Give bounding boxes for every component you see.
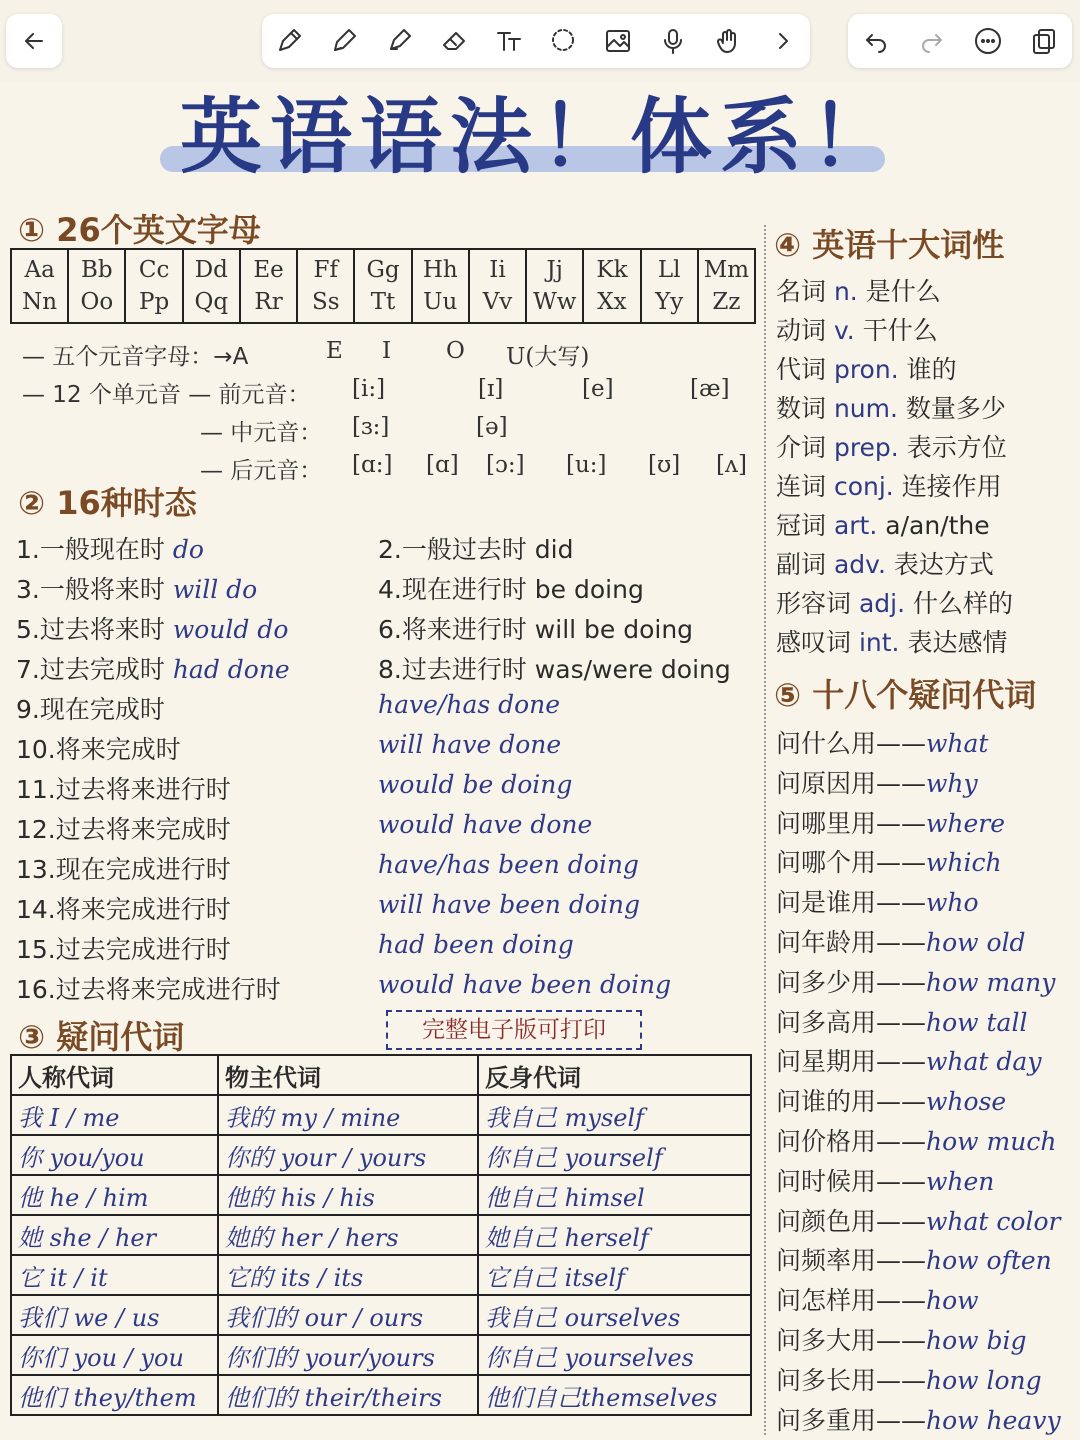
table-row bbox=[11, 1215, 751, 1255]
table-row bbox=[11, 1175, 751, 1215]
question-word: which bbox=[926, 848, 1002, 878]
tense-right: have/has been doing bbox=[378, 850, 639, 879]
tense-name: 5.过去将来时 bbox=[16, 615, 173, 644]
pos-cn: 动词 bbox=[776, 316, 834, 345]
front-vowel-3: [e] bbox=[582, 376, 614, 402]
header-personal: 人称代词 bbox=[11, 1055, 218, 1095]
tense-right: would have been doing bbox=[378, 970, 672, 999]
tense-name: 16.过去将来完成进行时 bbox=[16, 975, 281, 1004]
pos-item bbox=[776, 272, 941, 308]
pos-cn: 感叹词 bbox=[776, 628, 859, 657]
question-item bbox=[776, 883, 979, 919]
more-icon[interactable] bbox=[971, 24, 1005, 58]
alphabet-letter: Nn bbox=[22, 289, 58, 315]
alphabet-letter: Gg bbox=[366, 257, 400, 283]
back-arrow-icon[interactable] bbox=[17, 24, 51, 58]
tense-form: do bbox=[172, 535, 204, 564]
text-icon[interactable] bbox=[492, 24, 526, 58]
tense-name: 14.将来完成进行时 bbox=[16, 895, 231, 924]
pronoun-cell: 我的 my / mine bbox=[218, 1095, 478, 1135]
pos-cn: 介词 bbox=[776, 433, 834, 462]
question-word: what color bbox=[926, 1206, 1061, 1236]
question-word: what bbox=[926, 729, 989, 758]
alphabet-letter: Ii bbox=[489, 257, 506, 283]
question-item bbox=[776, 1042, 1041, 1078]
question-item bbox=[776, 1202, 1060, 1238]
tense-right: 8.过去进行时 was/were doing bbox=[378, 655, 731, 684]
pronoun-cell: 她的 her / hers bbox=[218, 1215, 478, 1255]
image-icon[interactable] bbox=[601, 24, 635, 58]
question-word: how tall bbox=[926, 1007, 1028, 1037]
question-prompt: 问年龄用—— bbox=[776, 928, 927, 957]
tense-right: will have done bbox=[378, 730, 562, 759]
tense-right: would be doing bbox=[378, 770, 573, 799]
question-word: how big bbox=[926, 1326, 1027, 1355]
pen-icon[interactable] bbox=[272, 24, 306, 58]
pos-abbr: conj. bbox=[833, 472, 894, 501]
question-item bbox=[776, 1321, 1027, 1357]
pronoun-cell: 你 you/you bbox=[11, 1135, 218, 1175]
question-prompt: 问多重用—— bbox=[776, 1405, 927, 1435]
pos-abbr: prep. bbox=[833, 433, 899, 462]
section4-title: ④ 英语十大词性 bbox=[774, 226, 1005, 264]
tense-right: have/has done bbox=[378, 690, 561, 719]
question-word: whose bbox=[926, 1087, 1007, 1117]
alphabet-letter: Uu bbox=[423, 289, 458, 315]
pronoun-cell: 它 it / it bbox=[11, 1255, 218, 1295]
pronoun-cell: 他们自己themselves bbox=[478, 1375, 751, 1415]
front-vowel-1: [i:] bbox=[352, 376, 386, 402]
alphabet-letter: Cc bbox=[138, 257, 170, 283]
tense-left bbox=[16, 970, 281, 1006]
pages-icon[interactable] bbox=[1027, 24, 1061, 58]
tense-form: would do bbox=[172, 615, 289, 644]
table-row bbox=[11, 1255, 751, 1295]
question-prompt: 问星期用—— bbox=[776, 1047, 927, 1077]
vowel-u: U(大写) bbox=[506, 344, 590, 370]
question-item bbox=[776, 1162, 994, 1198]
question-word: how much bbox=[926, 1127, 1057, 1156]
pos-cn: 副词 bbox=[776, 550, 834, 579]
back-vowel-6: [ʌ] bbox=[716, 452, 747, 478]
back-vowels-line bbox=[200, 452, 756, 486]
tense-left bbox=[16, 610, 288, 646]
title-area bbox=[0, 82, 1080, 194]
alphabet-cell bbox=[699, 250, 754, 322]
pos-desc: 谁的 bbox=[898, 355, 957, 384]
question-word: where bbox=[926, 808, 1006, 838]
alphabet-letter: Pp bbox=[138, 289, 170, 315]
alphabet-letter: Yy bbox=[655, 289, 684, 315]
question-prompt: 问怎样用—— bbox=[776, 1286, 927, 1316]
tense-right: 2.一般过去时 did bbox=[378, 535, 574, 564]
pos-desc: 表达方式 bbox=[885, 550, 994, 579]
mid-vowels-line bbox=[200, 414, 740, 448]
alphabet-letter: Ff bbox=[313, 257, 339, 283]
alphabet-cell bbox=[241, 250, 298, 322]
question-word: why bbox=[926, 768, 978, 798]
tense-name: 13.现在完成进行时 bbox=[16, 855, 231, 884]
table-row bbox=[11, 1375, 751, 1415]
question-item bbox=[776, 843, 1002, 879]
question-item bbox=[776, 724, 988, 760]
tense-left bbox=[16, 930, 231, 966]
pronoun-cell: 你们 you / you bbox=[11, 1335, 218, 1375]
section5-title: ⑤ 十八个疑问代词 bbox=[774, 676, 1037, 714]
question-item bbox=[776, 1122, 1056, 1158]
alphabet-cell bbox=[12, 250, 69, 322]
question-prompt: 问多大用—— bbox=[776, 1326, 927, 1355]
toolbar-right-group bbox=[848, 14, 1072, 68]
question-prompt: 问价格用—— bbox=[776, 1127, 927, 1156]
alphabet-letter: Oo bbox=[80, 289, 114, 315]
back-vowel-4: [u:] bbox=[566, 452, 607, 478]
pos-abbr: pron. bbox=[833, 355, 899, 384]
section1-title: ① 26个英文字母 bbox=[18, 211, 261, 249]
question-item bbox=[776, 963, 1055, 999]
pos-desc: 数量多少 bbox=[897, 394, 1006, 423]
alphabet-cell bbox=[470, 250, 527, 322]
alphabet-cell bbox=[413, 250, 470, 322]
alphabet-cell bbox=[584, 250, 641, 322]
column-divider bbox=[764, 225, 766, 1435]
tense-left bbox=[16, 730, 181, 766]
vowel-i: I bbox=[382, 338, 392, 364]
tense-name: 10.将来完成时 bbox=[16, 735, 181, 764]
alphabet-cell bbox=[355, 250, 412, 322]
pronoun-cell: 她 she / her bbox=[11, 1215, 218, 1255]
pos-abbr: art. bbox=[833, 511, 878, 540]
alphabet-letter: Qq bbox=[194, 289, 229, 315]
alphabet-letter: Jj bbox=[546, 257, 563, 283]
alphabet-cell bbox=[69, 250, 126, 322]
table-row bbox=[11, 1095, 751, 1135]
alphabet-letter: Ww bbox=[533, 289, 577, 315]
table-row bbox=[11, 1335, 751, 1375]
lasso-icon[interactable] bbox=[546, 24, 580, 58]
pronoun-cell: 他们 they/them bbox=[11, 1375, 218, 1415]
question-prompt: 问哪里用—— bbox=[776, 808, 927, 838]
back-vowel-3: [ɔ:] bbox=[486, 452, 525, 478]
alphabet-letter: Ss bbox=[312, 289, 340, 315]
table-row bbox=[11, 1295, 751, 1335]
question-prompt: 问哪个用—— bbox=[776, 848, 927, 878]
question-item bbox=[776, 923, 1026, 959]
back-vowels-label: — 后元音： bbox=[200, 458, 323, 484]
tense-name: 3.一般将来时 bbox=[16, 575, 173, 604]
tense-form: had done bbox=[172, 655, 290, 684]
pos-desc: a/an/the bbox=[877, 511, 990, 540]
tense-right: will have been doing bbox=[378, 890, 640, 919]
question-word: how many bbox=[926, 967, 1056, 997]
vowel-e: E bbox=[326, 338, 343, 364]
front-vowel-4: [æ] bbox=[690, 376, 730, 402]
chevron-right-icon[interactable] bbox=[766, 24, 800, 58]
pos-item bbox=[776, 506, 990, 542]
question-prompt: 问颜色用—— bbox=[776, 1206, 927, 1236]
pronoun-cell: 我自己 myself bbox=[478, 1095, 751, 1135]
pronoun-cell: 他自己 himsel bbox=[478, 1175, 751, 1215]
alphabet-letter: Aa bbox=[24, 257, 55, 283]
question-prompt: 问原因用—— bbox=[776, 768, 927, 798]
pos-item bbox=[776, 311, 938, 347]
pronoun-table bbox=[10, 1054, 752, 1416]
alphabet-cell bbox=[642, 250, 699, 322]
alphabet-letter: Dd bbox=[194, 257, 228, 283]
tense-right: 6.将来进行时 will be doing bbox=[378, 615, 694, 644]
pos-item bbox=[776, 350, 957, 386]
question-word: how bbox=[926, 1286, 979, 1316]
alphabet-letter: Tt bbox=[370, 289, 396, 315]
tense-name: 1.一般现在时 bbox=[16, 535, 173, 564]
question-prompt: 问频率用—— bbox=[776, 1246, 927, 1276]
front-vowel-2: [ɪ] bbox=[478, 376, 504, 402]
pronoun-cell: 你的 your / yours bbox=[218, 1135, 478, 1175]
mid-vowels-label: — 中元音： bbox=[200, 420, 323, 446]
toolbar-left-group bbox=[6, 14, 62, 68]
pos-desc: 表达感情 bbox=[899, 628, 1008, 657]
front-vowels-line bbox=[22, 376, 762, 410]
pos-item bbox=[776, 428, 1007, 464]
question-item bbox=[776, 1241, 1052, 1277]
pronoun-cell: 他 he / him bbox=[11, 1175, 218, 1215]
question-item bbox=[776, 1082, 1006, 1118]
tense-right: 4.现在进行时 be doing bbox=[378, 575, 644, 604]
alphabet-cell bbox=[527, 250, 584, 322]
tense-left bbox=[16, 650, 290, 686]
pronoun-cell: 她自己 herself bbox=[478, 1215, 751, 1255]
pronoun-cell: 我们 we / us bbox=[11, 1295, 218, 1335]
pronoun-cell: 他们的 their/theirs bbox=[218, 1375, 478, 1415]
mid-vowel-1: [ɜ:] bbox=[352, 414, 390, 440]
tense-name: 11.过去将来进行时 bbox=[16, 775, 231, 804]
alphabet-letter: Ee bbox=[253, 257, 284, 283]
tense-left bbox=[16, 570, 257, 606]
alphabet-letter: Hh bbox=[422, 257, 458, 283]
section2-title: ② 16种时态 bbox=[18, 484, 197, 522]
question-prompt: 问多少用—— bbox=[776, 967, 927, 997]
alphabet-letter: Vv bbox=[482, 289, 513, 315]
pronoun-cell: 你自己 yourself bbox=[478, 1135, 751, 1175]
pos-abbr: v. bbox=[833, 316, 855, 345]
back-vowel-2: [ɑ] bbox=[426, 452, 459, 478]
alphabet-cell bbox=[298, 250, 355, 322]
question-word: how often bbox=[926, 1246, 1052, 1276]
tense-name: 15.过去完成进行时 bbox=[16, 935, 231, 964]
question-prompt: 问时候用—— bbox=[776, 1166, 927, 1196]
alphabet-letter: Rr bbox=[254, 289, 283, 315]
pos-desc: 什么样的 bbox=[905, 589, 1013, 618]
pos-abbr: adv. bbox=[833, 550, 886, 579]
question-item bbox=[776, 1361, 1042, 1397]
question-word: when bbox=[926, 1166, 995, 1196]
header-possessive: 物主代词 bbox=[218, 1055, 478, 1095]
redo-icon[interactable] bbox=[915, 24, 949, 58]
alphabet-letter: Bb bbox=[81, 257, 113, 283]
highlighter-icon[interactable] bbox=[382, 24, 416, 58]
tense-name: 7.过去完成时 bbox=[16, 655, 173, 684]
pronoun-table-header bbox=[11, 1055, 751, 1095]
alphabet-letter: Mm bbox=[703, 257, 750, 283]
pos-item bbox=[776, 467, 1002, 503]
pos-abbr: n. bbox=[833, 277, 858, 306]
toolbar bbox=[0, 0, 1080, 82]
tense-left bbox=[16, 890, 231, 926]
toolbar-tools-group bbox=[262, 14, 810, 68]
print-note: 完整电子版可打印 bbox=[386, 1010, 642, 1050]
back-vowel-5: [ʊ] bbox=[648, 452, 681, 478]
pos-abbr: num. bbox=[833, 394, 898, 423]
question-word: what day bbox=[926, 1047, 1042, 1077]
tense-name: 12.过去将来完成时 bbox=[16, 815, 231, 844]
tense-right: would have done bbox=[378, 810, 593, 839]
question-word: how heavy bbox=[926, 1405, 1061, 1435]
pos-desc: 表示方位 bbox=[898, 433, 1007, 462]
pronoun-cell: 它自己 itself bbox=[478, 1255, 751, 1295]
undo-icon[interactable] bbox=[859, 24, 893, 58]
alphabet-cell bbox=[184, 250, 241, 322]
pos-desc: 干什么 bbox=[854, 316, 938, 345]
question-item bbox=[776, 1281, 979, 1317]
question-item bbox=[776, 804, 1005, 840]
pronoun-cell: 你们的 your/yours bbox=[218, 1335, 478, 1375]
question-item bbox=[776, 1003, 1027, 1039]
pos-abbr: adj. bbox=[858, 589, 906, 618]
tense-left bbox=[16, 530, 204, 566]
question-prompt: 问什么用—— bbox=[776, 729, 927, 758]
microphone-icon[interactable] bbox=[656, 24, 690, 58]
pronoun-cell: 他的 his / his bbox=[218, 1175, 478, 1215]
pos-item bbox=[776, 389, 1006, 425]
pos-cn: 数词 bbox=[776, 394, 834, 423]
tense-left bbox=[16, 810, 231, 846]
header-reflexive: 反身代词 bbox=[478, 1055, 751, 1095]
alphabet-cell bbox=[126, 250, 183, 322]
question-prompt: 问多长用—— bbox=[776, 1365, 927, 1395]
page-title: 英语语法！体系！ bbox=[179, 89, 900, 185]
question-prompt: 问多高用—— bbox=[776, 1007, 927, 1037]
vowel-letters-line bbox=[22, 338, 762, 372]
pronoun-cell: 我 I / me bbox=[11, 1095, 218, 1135]
tense-form: will do bbox=[172, 575, 258, 604]
pos-desc: 是什么 bbox=[857, 277, 941, 306]
tense-left bbox=[16, 770, 231, 806]
pronoun-cell: 你自己 yourselves bbox=[478, 1335, 751, 1375]
pos-cn: 代词 bbox=[776, 355, 834, 384]
pos-desc: 连接作用 bbox=[893, 472, 1002, 501]
question-prompt: 问是谁用—— bbox=[776, 888, 927, 918]
vowel-o: O bbox=[446, 338, 465, 364]
alphabet-letter: Ll bbox=[657, 257, 681, 283]
pen-alt-icon[interactable] bbox=[327, 24, 361, 58]
eraser-icon[interactable] bbox=[437, 24, 471, 58]
tense-right: had been doing bbox=[378, 930, 574, 959]
pos-cn: 连词 bbox=[776, 472, 834, 501]
alphabet-table bbox=[10, 248, 756, 324]
pos-cn: 冠词 bbox=[776, 511, 834, 540]
mid-vowel-2: [ə] bbox=[476, 414, 508, 440]
pos-cn: 名词 bbox=[776, 277, 834, 306]
pos-cn: 形容词 bbox=[776, 589, 859, 618]
hand-icon[interactable] bbox=[711, 24, 745, 58]
pronoun-cell: 它的 its / its bbox=[218, 1255, 478, 1295]
alphabet-letter: Zz bbox=[712, 289, 741, 315]
alphabet-letter: Xx bbox=[597, 289, 627, 315]
question-item bbox=[776, 764, 978, 800]
pos-item bbox=[776, 623, 1007, 659]
pos-item bbox=[776, 545, 994, 581]
question-item bbox=[776, 1401, 1061, 1437]
pos-item bbox=[776, 584, 1013, 620]
tense-left bbox=[16, 850, 231, 886]
table-row bbox=[11, 1135, 751, 1175]
pos-abbr: int. bbox=[858, 628, 900, 657]
tense-left bbox=[16, 690, 165, 726]
tense-name: 9.现在完成时 bbox=[16, 695, 165, 724]
pronoun-cell: 我们的 our / ours bbox=[218, 1295, 478, 1335]
question-word: how long bbox=[926, 1365, 1042, 1395]
question-word: how old bbox=[926, 928, 1026, 957]
question-prompt: 问谁的用—— bbox=[776, 1087, 927, 1117]
pronoun-cell: 我自己 ourselves bbox=[478, 1295, 751, 1335]
front-vowels-label: — 12 个单元音 — 前元音： bbox=[22, 382, 311, 408]
back-vowel-1: [ɑ:] bbox=[352, 452, 393, 478]
section3-title: ③ 疑问代词 bbox=[18, 1018, 185, 1056]
question-word: who bbox=[926, 888, 979, 918]
vowel-letters-label: — 五个元音字母：→A bbox=[22, 344, 249, 370]
alphabet-letter: Kk bbox=[596, 257, 628, 283]
